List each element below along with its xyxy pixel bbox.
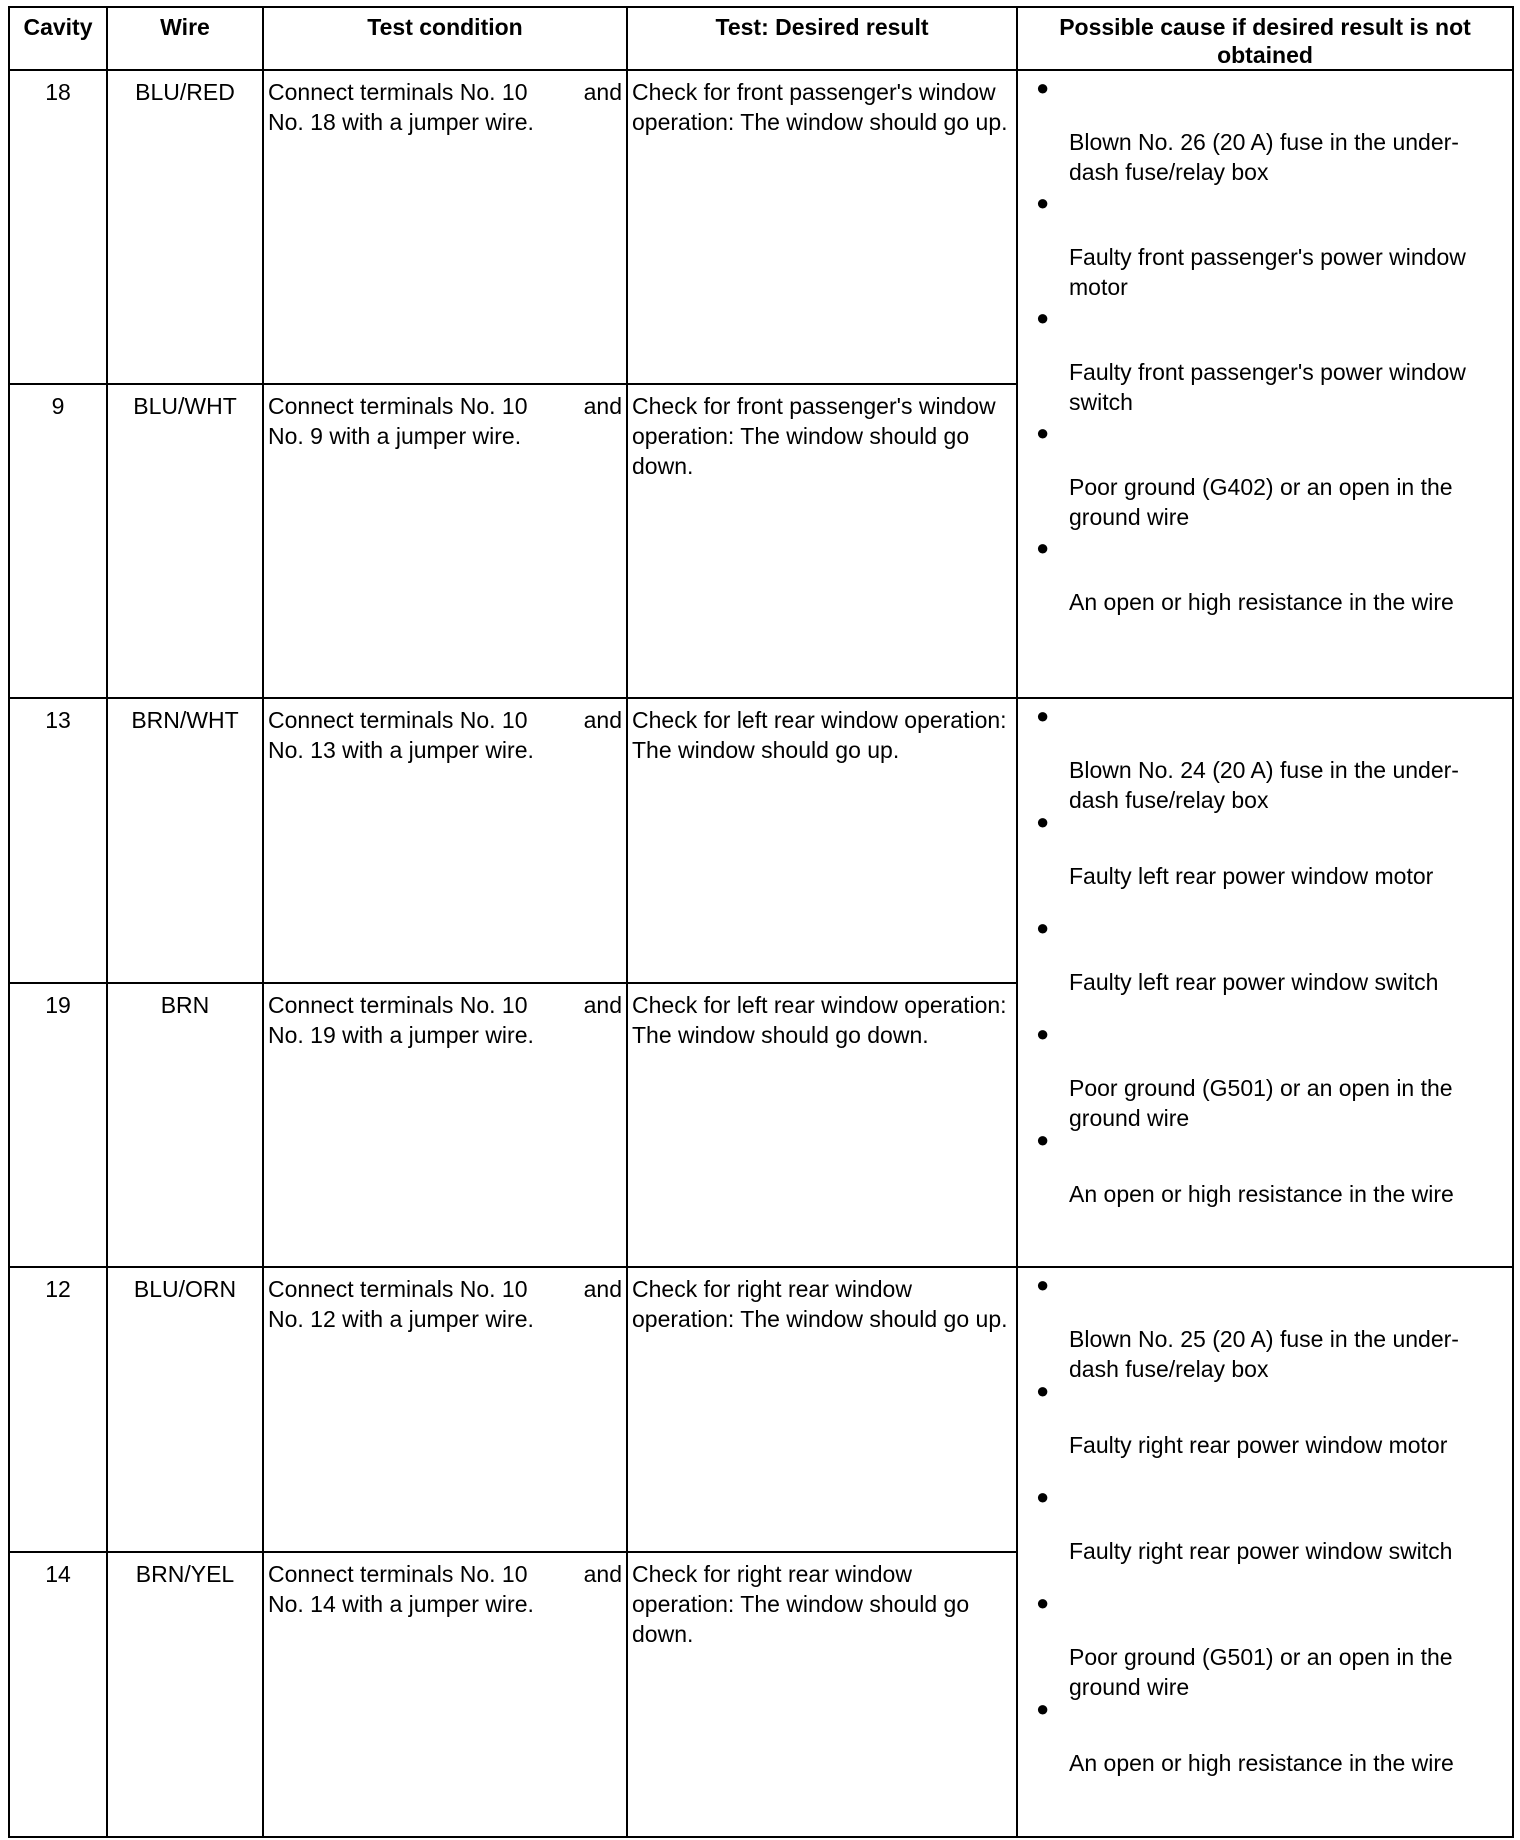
header-test-condition: Test condition xyxy=(263,7,627,70)
bullet-icon: ● xyxy=(1036,75,1050,100)
cause-item xyxy=(1018,420,1512,532)
test-condition-line xyxy=(268,705,622,735)
cause-text: Faulty left rear power window switch xyxy=(1069,969,1439,996)
test-condition-text-cont: No. 9 with a jumper wire. xyxy=(268,423,522,450)
wire-cell: BRN/WHT xyxy=(107,698,263,982)
cause-text: An open or high resistance in the wire xyxy=(1069,588,1454,615)
header-wire: Wire xyxy=(107,7,263,70)
test-condition-text: Connect terminals No. 10 xyxy=(268,1560,528,1587)
bullet-icon: ● xyxy=(1036,1377,1050,1403)
test-condition-cell xyxy=(263,384,627,698)
header-desired-result: Test: Desired result xyxy=(627,7,1017,70)
cause-text: Blown No. 25 (20 A) fuse in the under-dash fuse/relay box xyxy=(1069,1325,1459,1382)
test-condition-cell xyxy=(263,1267,627,1552)
cavity-cell: 13 xyxy=(9,698,107,982)
wire-cell: BLU/RED xyxy=(107,70,263,384)
cause-item xyxy=(1018,1021,1512,1133)
bullet-icon: ● xyxy=(1036,534,1050,560)
cause-item xyxy=(1018,190,1512,302)
test-condition-and: and xyxy=(583,393,622,420)
test-condition-cell xyxy=(263,983,627,1267)
test-condition-line xyxy=(268,990,622,1020)
test-condition-text-cont: No. 13 with a jumper wire. xyxy=(268,737,534,764)
possible-cause-cell xyxy=(1017,698,1513,1266)
cause-text: Faulty front passenger's power window motor xyxy=(1069,243,1466,300)
header-cavity: Cavity xyxy=(9,7,107,70)
bullet-icon: ● xyxy=(1036,1127,1050,1153)
bullet-icon: ● xyxy=(1036,1271,1050,1297)
bullet-icon: ● xyxy=(1036,915,1050,941)
test-condition-and: and xyxy=(583,1560,622,1587)
cause-item xyxy=(1018,535,1512,617)
wire-cell: BLU/ORN xyxy=(107,1267,263,1552)
troubleshooting-table xyxy=(8,6,1514,1838)
cause-item xyxy=(1018,75,1512,187)
cavity-cell: 18 xyxy=(9,70,107,384)
cause-text: Poor ground (G402) or an open in the ground wire xyxy=(1069,473,1453,530)
bullet-icon: ● xyxy=(1036,1589,1050,1615)
bullet-icon: ● xyxy=(1036,189,1050,215)
test-condition-text: Connect terminals No. 10 xyxy=(268,991,528,1018)
cavity-cell: 9 xyxy=(9,384,107,698)
cause-text: Poor ground (G501) or an open in the ground wire xyxy=(1069,1643,1453,1700)
test-condition-cell xyxy=(263,698,627,982)
test-condition-cell xyxy=(263,1552,627,1837)
cause-text: Blown No. 24 (20 A) fuse in the under-dash fuse/relay box xyxy=(1069,757,1459,814)
desired-result-cell: Check for front passenger's window operation: The window should go down. xyxy=(627,384,1017,698)
cause-item xyxy=(1018,1696,1512,1778)
test-condition-text-cont: No. 19 with a jumper wire. xyxy=(268,1021,534,1048)
cause-list xyxy=(1018,699,1512,1265)
troubleshooting-table-container xyxy=(8,6,1512,1838)
cause-item xyxy=(1018,1484,1512,1566)
test-condition-and: and xyxy=(583,1275,622,1302)
test-condition-cell xyxy=(263,70,627,384)
table-row xyxy=(9,1267,1513,1552)
table-row xyxy=(9,70,1513,384)
cause-text: Faulty left rear power window motor xyxy=(1069,863,1434,890)
cavity-cell: 12 xyxy=(9,1267,107,1552)
test-condition-text: Connect terminals No. 10 xyxy=(268,707,528,734)
desired-result-cell: Check for front passenger's window operation: The window should go up. xyxy=(627,70,1017,384)
cause-item xyxy=(1018,1272,1512,1384)
wire-cell: BLU/WHT xyxy=(107,384,263,698)
cause-item xyxy=(1018,703,1512,815)
cause-item xyxy=(1018,809,1512,891)
cause-item xyxy=(1018,305,1512,417)
cause-text: Faulty right rear power window motor xyxy=(1069,1431,1448,1458)
test-condition-text-cont: No. 14 with a jumper wire. xyxy=(268,1590,534,1617)
test-condition-line xyxy=(268,77,622,107)
desired-result-cell: Check for left rear window operation: The window should go down. xyxy=(627,983,1017,1267)
desired-result-cell: Check for left rear window operation: The window should go up. xyxy=(627,698,1017,982)
cause-item xyxy=(1018,1590,1512,1702)
header-possible-cause: Possible cause if desired result is not obtained xyxy=(1017,7,1513,70)
cause-text: Poor ground (G501) or an open in the ground wire xyxy=(1069,1075,1453,1132)
test-condition-text-cont: No. 12 with a jumper wire. xyxy=(268,1305,534,1332)
test-condition-line xyxy=(268,1559,622,1589)
wire-cell: BRN xyxy=(107,983,263,1267)
bullet-icon: ● xyxy=(1036,1483,1050,1509)
cause-list xyxy=(1018,1268,1512,1836)
test-condition-and: and xyxy=(583,79,622,105)
cause-list xyxy=(1018,71,1512,697)
bullet-icon: ● xyxy=(1036,419,1050,445)
cause-text: Faulty front passenger's power window switch xyxy=(1069,358,1466,415)
wire-cell: BRN/YEL xyxy=(107,1552,263,1837)
bullet-icon: ● xyxy=(1036,703,1050,729)
bullet-icon: ● xyxy=(1036,1695,1050,1721)
table-row xyxy=(9,698,1513,982)
cause-item xyxy=(1018,1127,1512,1209)
cause-item xyxy=(1018,1378,1512,1460)
cavity-cell: 14 xyxy=(9,1552,107,1837)
cause-text: An open or high resistance in the wire xyxy=(1069,1181,1454,1208)
test-condition-and: and xyxy=(583,991,622,1018)
test-condition-text: Connect terminals No. 10 xyxy=(268,79,528,105)
cause-text: An open or high resistance in the wire xyxy=(1069,1749,1454,1776)
desired-result-cell: Check for right rear window operation: The window should go down. xyxy=(627,1552,1017,1837)
test-condition-line xyxy=(268,391,622,421)
test-condition-text-cont: No. 18 with a jumper wire. xyxy=(268,109,534,135)
header-row xyxy=(9,7,1513,70)
desired-result-cell: Check for right rear window operation: The window should go up. xyxy=(627,1267,1017,1552)
cavity-cell: 19 xyxy=(9,983,107,1267)
bullet-icon: ● xyxy=(1036,1021,1050,1047)
possible-cause-cell xyxy=(1017,1267,1513,1837)
test-condition-text: Connect terminals No. 10 xyxy=(268,393,528,420)
possible-cause-cell xyxy=(1017,70,1513,698)
bullet-icon: ● xyxy=(1036,304,1050,330)
bullet-icon: ● xyxy=(1036,809,1050,835)
test-condition-text: Connect terminals No. 10 xyxy=(268,1275,528,1302)
cause-item xyxy=(1018,915,1512,997)
cause-text: Faulty right rear power window switch xyxy=(1069,1537,1453,1564)
test-condition-and: and xyxy=(583,707,622,734)
cause-text: Blown No. 26 (20 A) fuse in the under-dash fuse/relay box xyxy=(1069,129,1459,185)
test-condition-line xyxy=(268,1274,622,1304)
